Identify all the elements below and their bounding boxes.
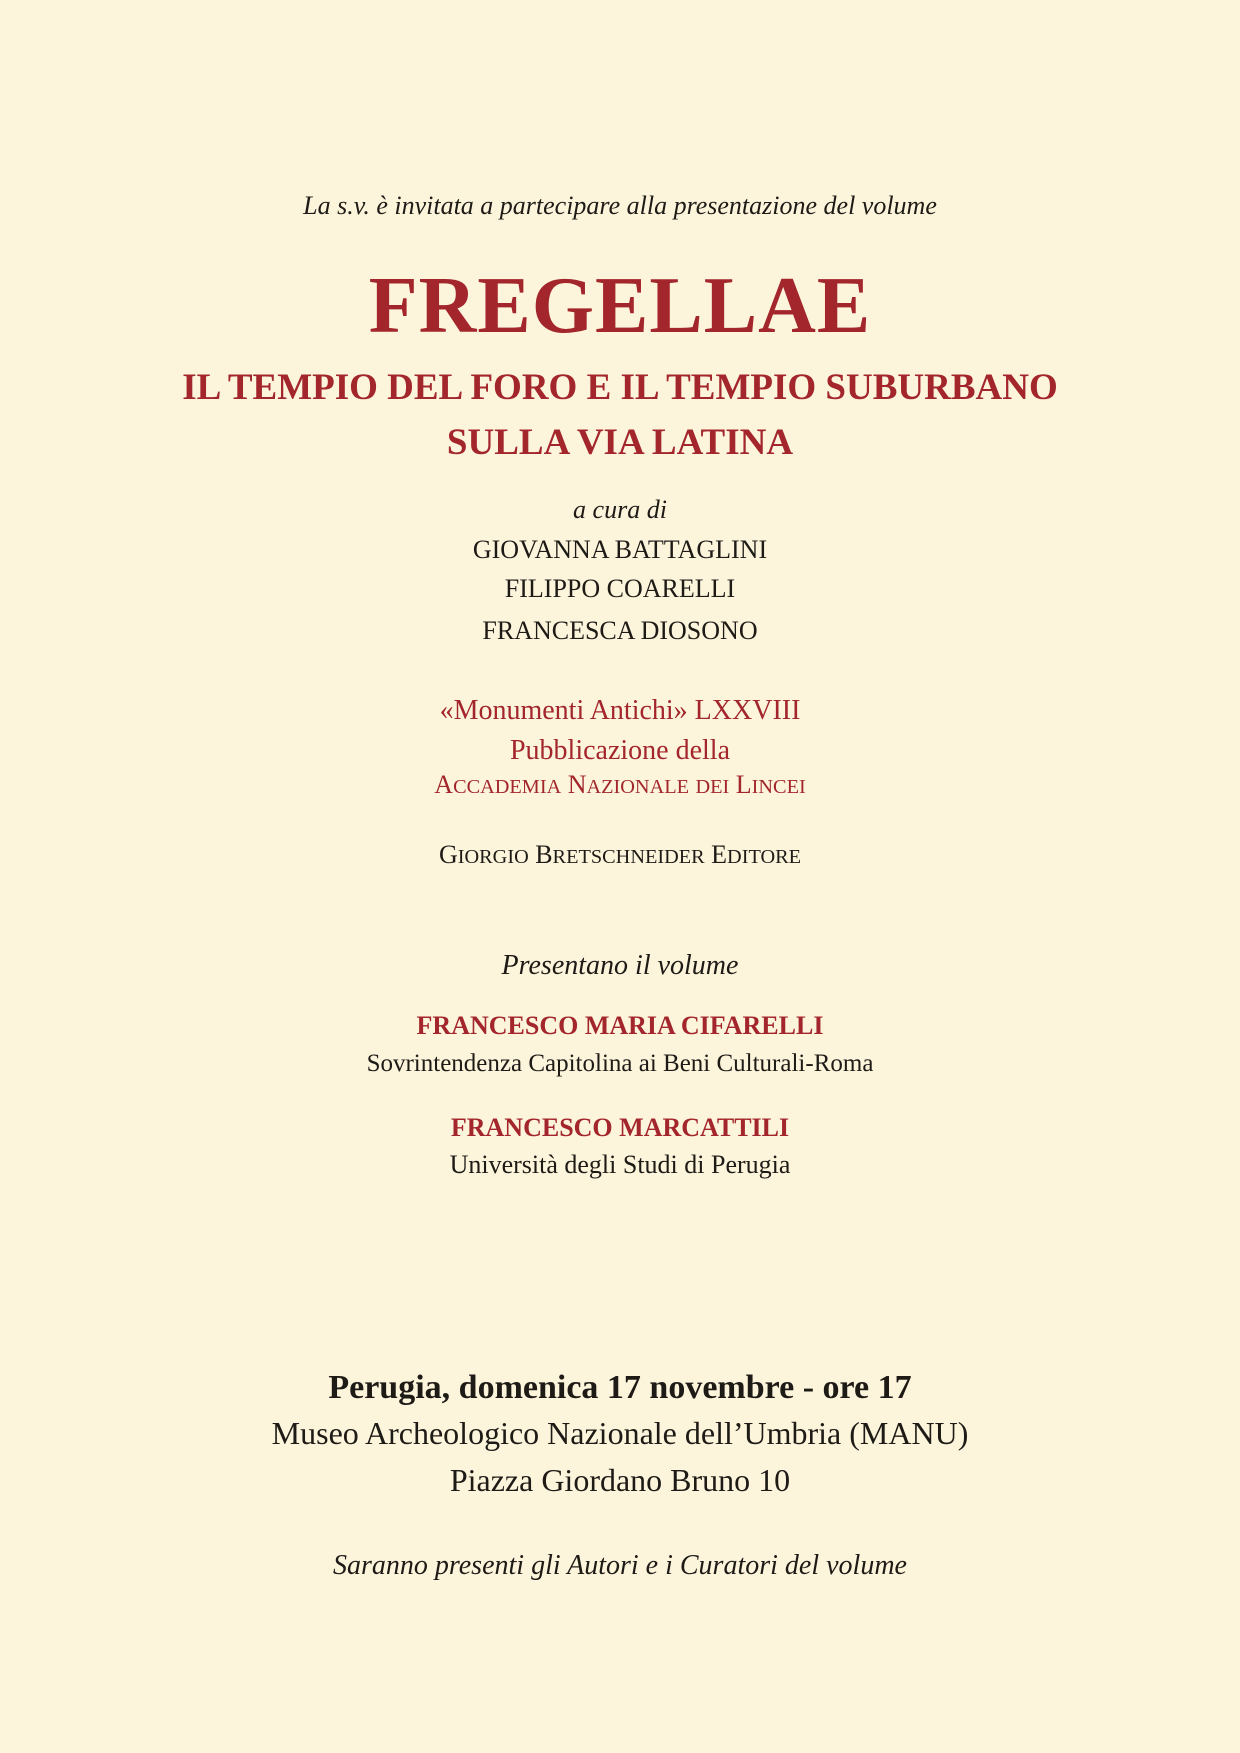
presenter-affiliation: Sovrintendenza Capitolina ai Beni Culturali-Roma [366,1050,874,1077]
event-venue: Museo Archeologico Nazionale dell’Umbria (MANU) [271,1415,969,1451]
editor-name: FRANCESCA DIOSONO [482,616,758,645]
series-label: «Monumenti Antichi» LXXVIII [439,695,801,726]
presenter-name: FRANCESCO MARIA CIFARELLI [416,1011,824,1040]
editor-name: FILIPPO COARELLI [504,574,736,603]
closing-note: Saranno presenti gli Autori e i Curatori del volume [333,1550,907,1581]
editor-name: GIOVANNA BATTAGLINI [472,535,768,564]
book-subtitle-line-1: IL TEMPIO DEL FORO E IL TEMPIO SUBURBANO [182,367,1058,408]
book-title: FREGELLAE [368,262,872,350]
event-date-time: Perugia, domenica 17 novembre - ore 17 [328,1369,912,1406]
book-subtitle-line-2: SULLA VIA LATINA [446,422,794,463]
presenter-affiliation: Università degli Studi di Perugia [449,1150,791,1179]
publisher-name: GIORGIO BRETSCHNEIDER EDITORE [438,840,802,869]
invitation-intro: La s.v. è invitata a partecipare alla presentazione del volume [303,191,937,220]
presenters-intro: Presentano il volume [501,950,739,981]
publication-label: Pubblicazione della [509,735,731,766]
presenter-name: FRANCESCO MARCATTILI [450,1113,790,1142]
event-address: Piazza Giordano Bruno 10 [449,1462,791,1498]
academy-name: ACCADEMIA NAZIONALE DEI LINCEI [434,770,806,799]
edited-by-label: a cura di [573,495,667,524]
